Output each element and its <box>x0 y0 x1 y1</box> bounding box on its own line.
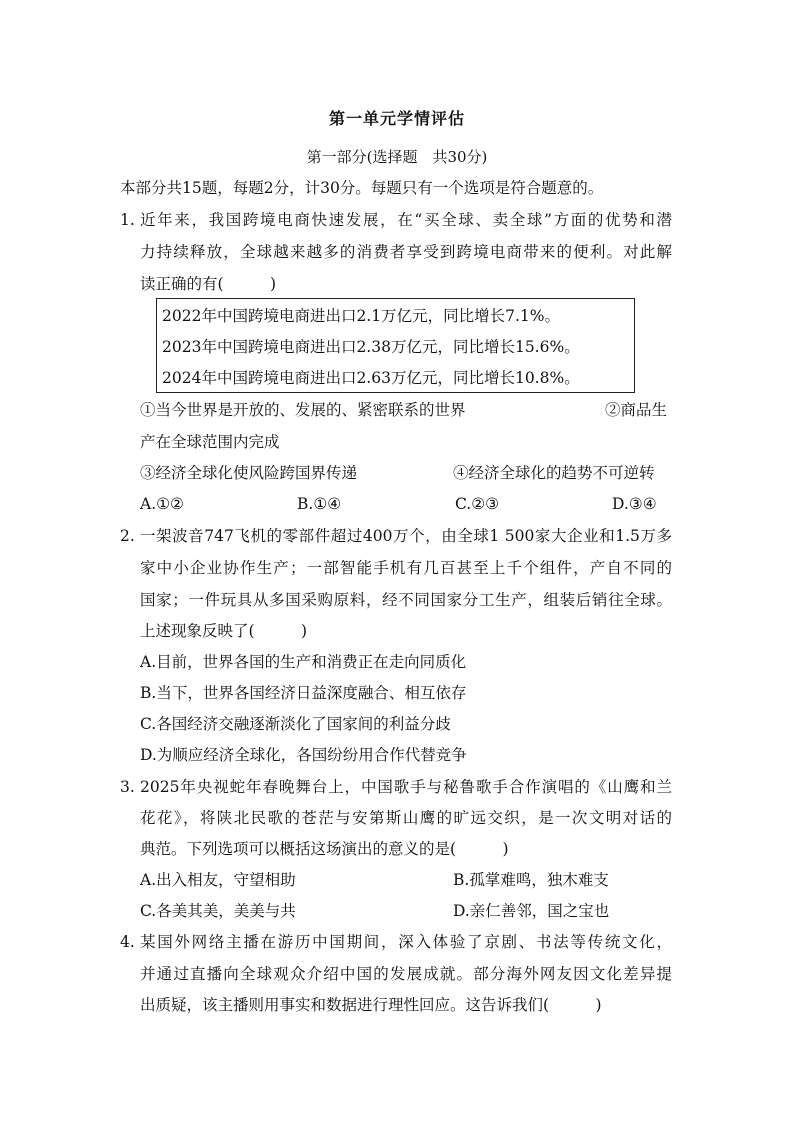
question-2-line-1: 一架波音747飞机的零部件超过400万个，由全球1 500家大企业和1.5万多 <box>140 527 672 545</box>
question-1-option-c[interactable]: C.②③ <box>455 495 500 513</box>
question-3-line-2: 花花》，将陕北民歌的苍茫与安第斯山鹰的旷远交织，是一次文明对话的 <box>140 809 672 827</box>
question-2-line-4: 上述现象反映了( ) <box>140 622 308 640</box>
question-3-option-d[interactable]: D.亲仁善邻，国之宝也 <box>453 902 610 920</box>
question-3-option-a[interactable]: A.出入相友，守望相助 <box>140 871 296 889</box>
question-1-statement-1: ①当今世界是开放的、发展的、紧密联系的世界 <box>140 401 466 419</box>
question-3-line-1: 2025年央视蛇年春晚舞台上，中国歌手与秘鲁歌手合作演唱的《山鹰和兰 <box>140 778 672 796</box>
data-box-line-3: 2024年中国跨境电商进出口2.63万亿元，同比增长10.8%。 <box>162 369 580 387</box>
question-1-line-3: 读正确的有( ) <box>140 275 277 293</box>
question-3-line-3: 典范。下列选项可以概括这场演出的意义的是( ) <box>140 840 509 858</box>
question-1-number: 1. <box>120 211 135 229</box>
question-2-option-a[interactable]: A.目前，世界各国的生产和消费正在走向同质化 <box>140 653 467 671</box>
question-2-option-b[interactable]: B.当下，世界各国经济日益深度融合、相互依存 <box>140 684 467 702</box>
question-1-line-1: 近年来，我国跨境电商快速发展，在“买全球、卖全球”方面的优势和潜 <box>140 211 672 229</box>
page-title: 第一单元学情评估 <box>328 109 465 128</box>
question-4-number: 4. <box>120 933 135 951</box>
question-2-option-d[interactable]: D.为顺应经济全球化，各国纷纷用合作代替竞争 <box>140 746 467 764</box>
section-intro: 本部分共15题，每题2分，计30分。每题只有一个选项是符合题意的。 <box>120 179 604 197</box>
question-1-statement-4: ④经济全球化的趋势不可逆转 <box>453 464 655 482</box>
question-4-line-3: 出质疑，该主播则用事实和数据进行理性回应。这告诉我们( ) <box>140 996 602 1014</box>
question-2-line-2: 家中小企业协作生产；一部智能手机有几百甚至上千个组件，产自不同的 <box>140 559 672 577</box>
question-2-number: 2. <box>120 527 135 545</box>
question-1-line-2: 力持续释放，全球越来越多的消费者享受到跨境电商带来的便利。对此解 <box>140 243 672 261</box>
section-subtitle: 第一部分(选择题 共30分) <box>306 148 488 166</box>
question-3-option-c[interactable]: C.各美其美，美美与共 <box>140 902 296 920</box>
question-1-statement-2-part-2: 产在全球范围内完成 <box>140 433 280 451</box>
question-1-option-d[interactable]: D.③④ <box>612 495 657 513</box>
data-box-line-2: 2023年中国跨境电商进出口2.38万亿元，同比增长15.6%。 <box>162 338 580 356</box>
question-4-line-2: 并通过直播向全球观众介绍中国的发展成就。部分海外网友因文化差异提 <box>140 965 672 983</box>
question-3-option-b[interactable]: B.孤掌难鸣，独木难支 <box>453 871 609 889</box>
question-3-number: 3. <box>120 778 135 796</box>
question-2-option-c[interactable]: C.各国经济交融逐渐淡化了国家间的利益分歧 <box>140 715 451 733</box>
question-1-statement-2-part-1: ②商品生 <box>605 401 668 419</box>
question-1-option-b[interactable]: B.①④ <box>297 495 342 513</box>
question-1-option-a[interactable]: A.①② <box>140 495 184 513</box>
question-1-statement-3: ③经济全球化使风险跨国界传递 <box>140 464 358 482</box>
question-4-line-1: 某国外网络主播在游历中国期间，深入体验了京剧、书法等传统文化， <box>140 933 672 951</box>
question-2-line-3: 国家；一件玩具从多国采购原料，经不同国家分工生产，组装后销往全球。 <box>140 591 672 609</box>
data-box-line-1: 2022年中国跨境电商进出口2.1万亿元，同比增长7.1%。 <box>162 307 560 325</box>
